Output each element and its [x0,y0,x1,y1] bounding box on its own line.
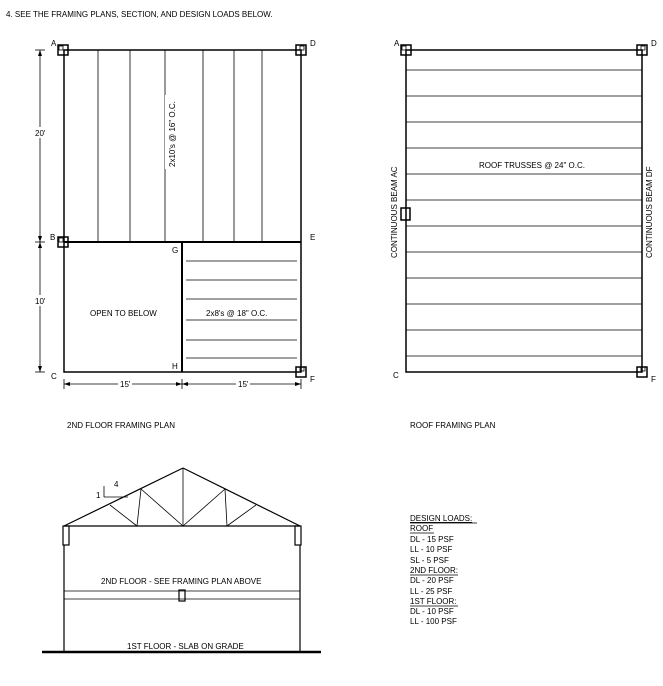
corner-label-a: A [51,39,57,48]
web [141,489,183,526]
dim-arrow [38,242,42,248]
beam-ac-label: CONTINUOUS BEAM AC [390,166,399,258]
web [225,489,227,526]
second-floor-heading: 2ND FLOOR: [410,566,459,575]
upper-joists [98,50,262,242]
corner-label-f: F [310,375,315,384]
second-floor-dead-load: DL - 20 PSF [410,576,454,585]
roof-trusses [406,70,642,356]
dim-arrow [182,382,188,386]
dimension-20ft: 20' [35,129,46,138]
roof-live-load: LL - 10 PSF [410,545,453,554]
dim-arrow [38,366,42,372]
second-floor-plan [34,39,316,430]
corner-label-b: B [50,233,56,242]
first-floor-heading: 1ST FLOOR: [410,597,457,606]
problem-heading: 4. SEE THE FRAMING PLANS, SECTION, AND DESIGN LOADS BELOW. [6,10,273,19]
roof-plan-caption: ROOF FRAMING PLAN [410,421,496,430]
right-beam-section [295,526,301,545]
horizontal-dimension [64,378,301,389]
dim-arrow [295,382,301,386]
second-floor-live-load: LL - 25 PSF [410,587,453,596]
corner-label-h: H [172,362,178,371]
column-b-inner [59,238,63,242]
roof-corner-label-d: D [651,39,657,48]
roof-corner-label-a: A [394,39,400,48]
dimension-15ft-right: 15' [238,380,249,389]
corner-label-c: C [51,372,57,381]
dim-arrow [64,382,70,386]
second-floor-plan-caption: 2ND FLOOR FRAMING PLAN [67,421,176,430]
corner-label-d: D [310,39,316,48]
roof-outline [406,50,642,372]
first-floor-label: 1ST FLOOR - SLAB ON GRADE [127,642,244,651]
roof-dead-load: DL - 15 PSF [410,535,454,544]
top-chord-right [183,468,300,526]
vertical-dimension [34,50,48,372]
dimension-15ft-left: 15' [120,380,131,389]
beam-df-label: CONTINUOUS BEAM DF [645,166,654,258]
web [110,505,137,526]
dimension-10ft: 10' [35,297,46,306]
first-floor-dead-load: DL - 10 PSF [410,607,454,616]
second-floor-label: 2ND FLOOR - SEE FRAMING PLAN ABOVE [101,577,262,586]
column-a-inner [59,46,63,50]
slope-run-label: 4 [114,480,119,489]
open-to-below-label: OPEN TO BELOW [90,309,157,318]
design-loads-title: DESIGN LOADS: [410,514,473,523]
roof-truss-label: ROOF TRUSSES @ 24" O.C. [479,161,585,170]
corner-label-e: E [310,233,316,242]
dim-arrow [176,382,182,386]
roof-corner-label-c: C [393,371,399,380]
upper-joist-label: 2x10's @ 16" O.C. [168,101,177,167]
web [227,505,256,526]
corner-label-g: G [172,246,179,255]
design-loads-table [410,514,477,626]
lower-joist-label: 2x8's @ 18" O.C. [206,309,268,318]
roof-corner-label-f: F [651,375,656,384]
first-floor-live-load: LL - 100 PSF [410,617,457,626]
web [183,489,225,526]
roof-heading: ROOF [410,524,434,533]
roof-slope-indicator [96,480,128,500]
building-section [42,468,321,652]
dim-arrow [38,50,42,56]
slope-rise-label: 1 [96,491,101,500]
dim-arrow [38,236,42,242]
web [137,489,141,526]
roof-snow-load: SL - 5 PSF [410,556,449,565]
roof-plan [390,39,657,430]
left-beam-section [63,526,69,545]
